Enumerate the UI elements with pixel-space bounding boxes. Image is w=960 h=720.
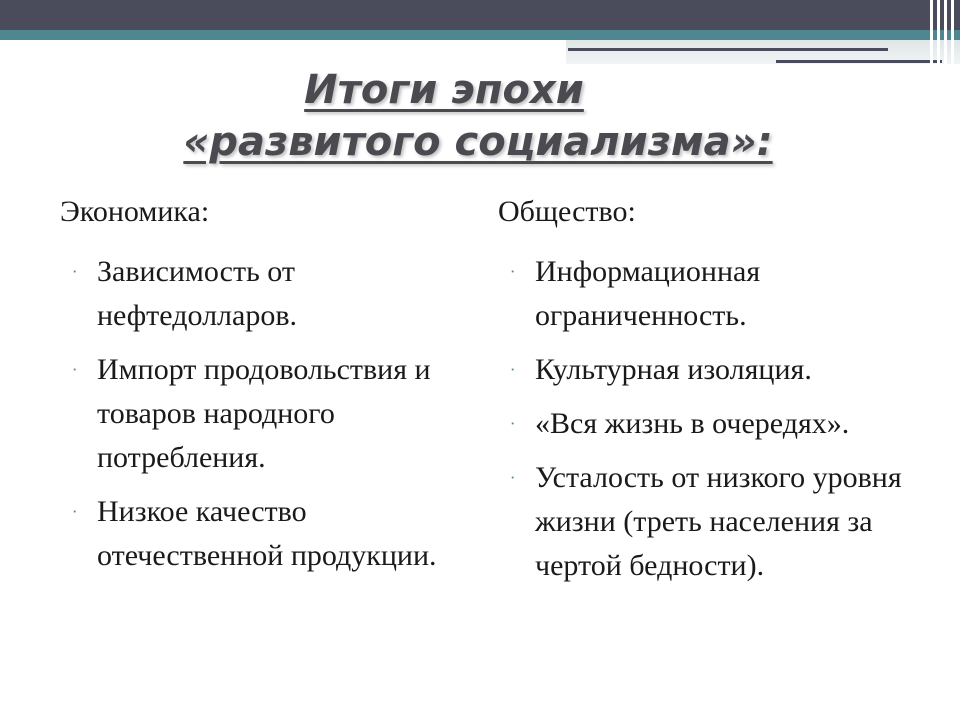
list-item-text: Усталость от низкого уровня жизни (треть населения за чертой бедности).: [535, 461, 902, 582]
decor-corner-stripes: [926, 0, 960, 64]
list-item: [60, 348, 440, 480]
bullet-icon: ᐧ: [72, 262, 77, 282]
list-item: [498, 402, 918, 446]
title-line-1: Итоги эпохи: [304, 67, 584, 113]
decor-line-upper: [568, 48, 888, 51]
bullet-icon: ᐧ: [510, 468, 515, 488]
bullet-icon: ᐧ: [72, 360, 77, 380]
bullet-icon: ᐧ: [72, 502, 77, 522]
bullet-icon: ᐧ: [510, 414, 515, 434]
header-teal-band: [0, 30, 960, 40]
list-item: [498, 348, 918, 392]
list-item-text: Культурная изоляция.: [535, 353, 812, 386]
economy-column: [60, 192, 440, 588]
list-item: [498, 250, 918, 338]
society-column: [498, 192, 918, 598]
header-dark-band: [0, 0, 960, 30]
list-item: [60, 250, 440, 338]
list-item-text: Низкое качество отечественной продукции.: [97, 495, 437, 572]
slide-title: [0, 64, 960, 168]
economy-list: [60, 250, 440, 578]
society-heading: Общество:: [498, 195, 636, 228]
list-item-text: Зависимость от нефтедолларов.: [97, 255, 297, 332]
header-white-tab: [0, 40, 566, 64]
decor-line-lower: [776, 60, 942, 63]
list-item-text: Импорт продовольствия и товаров народного потребления.: [97, 353, 431, 474]
list-item-text: Информационная ограниченность.: [535, 255, 761, 332]
list-item-text: «Вся жизнь в очередях».: [535, 407, 850, 440]
society-list: [498, 250, 918, 588]
bullet-icon: ᐧ: [510, 262, 515, 282]
list-item: [60, 490, 440, 578]
bullet-icon: ᐧ: [510, 360, 515, 380]
economy-heading: Экономика:: [60, 195, 210, 228]
list-item: [498, 456, 918, 588]
title-line-2: «развитого социализма»:: [183, 119, 773, 165]
